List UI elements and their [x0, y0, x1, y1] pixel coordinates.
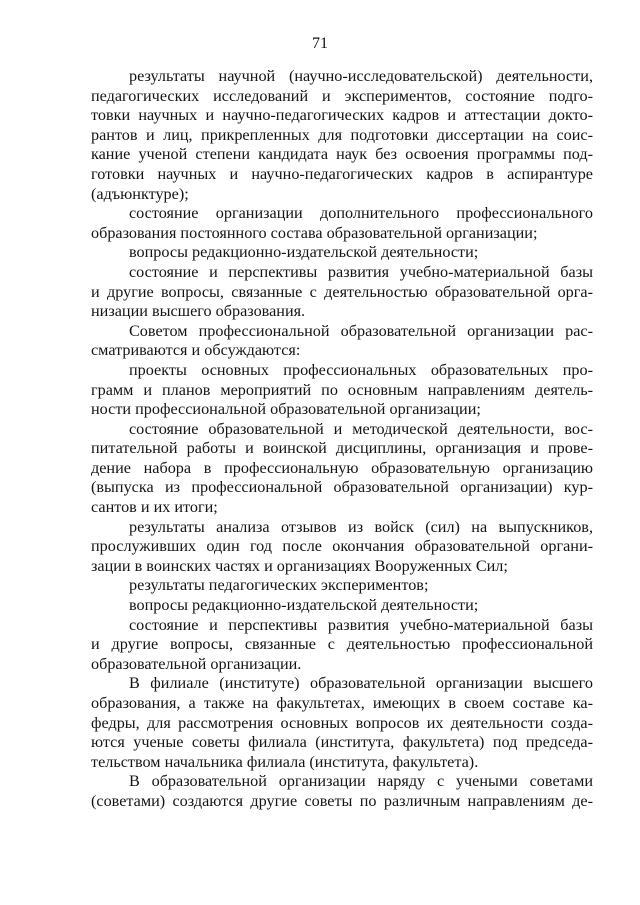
text-line: ются ученые советы филиала (института, факультета) под председа-	[91, 733, 593, 752]
text-line: (адъюнктуре);	[91, 184, 189, 203]
text-line: питательной работы и воинской дисциплины, организация и прове-	[91, 439, 593, 458]
text-line: проекты основных профессиональных образовательных про-	[129, 360, 593, 379]
text-line: кание ученой степени кандидата наук без освоения программы под-	[91, 145, 593, 164]
text-line: товки научных и научно-педагогических кадров и аттестации докто-	[91, 106, 593, 125]
paragraph	[91, 596, 593, 616]
text-line: В филиале (институте) образовательной организации высшего	[129, 674, 593, 693]
text-line: прослуживших один год после окончания образовательной органи-	[91, 537, 593, 556]
text-line: (выпуска из профессиональной образовательной организации) кур-	[91, 478, 593, 497]
text-line: готовки научных и научно-педагогических кадров в аспирантуре	[91, 164, 593, 183]
text-line: ности профессиональной образовательной организации;	[91, 400, 481, 419]
text-line: вопросы редакционно-издательской деятельности;	[129, 243, 479, 262]
text-line: дение набора в профессиональную образовательную организацию	[91, 458, 593, 477]
paragraph	[91, 518, 593, 577]
text-line: и другие вопросы, связанные с деятельностью образовательной орга-	[91, 282, 593, 301]
paragraph	[91, 204, 593, 243]
paragraph	[91, 243, 593, 263]
text-line: образования постоянного состава образовательной организации;	[91, 223, 538, 242]
paragraph	[91, 263, 593, 322]
text-line: низации высшего образования.	[91, 302, 306, 321]
text-line: Советом профессиональной образовательной организации рас-	[129, 321, 593, 340]
text-line: вопросы редакционно-издательской деятельности;	[129, 596, 479, 615]
text-line: педагогических исследований и экспериментов, состояние подго-	[91, 86, 593, 105]
paragraph	[91, 772, 593, 811]
text-line: сантов и их итоги;	[91, 498, 218, 517]
paragraph	[91, 674, 593, 772]
text-line: В образовательной организации наряду с учеными советами	[129, 772, 593, 791]
paragraph	[91, 67, 593, 204]
text-line: тельством начальника филиала (института, факультета).	[91, 752, 479, 771]
paragraph	[91, 322, 593, 361]
text-line: состояние образовательной и методической деятельности, вос-	[129, 419, 593, 438]
text-line: результаты педагогических экспериментов;	[129, 576, 429, 595]
text-line: образования, а также на факультетах, имеющих в своем составе ка-	[91, 694, 593, 712]
page-number: 71	[312, 35, 328, 52]
text-line: результаты научной (научно-исследовательской) деятельности,	[129, 67, 593, 85]
text-line: образовательной организации.	[91, 654, 302, 673]
text-line: федры, для рассмотрения основных вопросов их деятельности созда-	[91, 713, 593, 732]
paragraph	[91, 420, 593, 518]
paragraph	[91, 576, 593, 596]
text-line: грамм и планов мероприятий по основным направлениям деятель-	[91, 380, 593, 399]
document-body	[91, 67, 593, 812]
text-line: (советами) создаются другие советы по различным направлениям де-	[91, 791, 593, 810]
text-line: состояние и перспективы развития учебно-материальной базы	[129, 615, 593, 634]
text-line: рантов и лиц, прикрепленных для подготовки диссертации на соис-	[91, 125, 593, 144]
text-line: сматриваются и обсуждаются:	[91, 341, 301, 360]
text-line: результаты анализа отзывов из войск (сил) на выпускников,	[129, 517, 593, 536]
text-line: и другие вопросы, связанные с деятельностью профессиональной	[91, 635, 593, 654]
text-line: зации в воинских частях и организациях Вооруженных Сил;	[91, 556, 508, 575]
paragraph	[91, 616, 593, 675]
text-line: состояние организации дополнительного профессионального	[129, 204, 593, 223]
paragraph	[91, 361, 593, 420]
text-line: состояние и перспективы развития учебно-материальной базы	[129, 262, 593, 281]
